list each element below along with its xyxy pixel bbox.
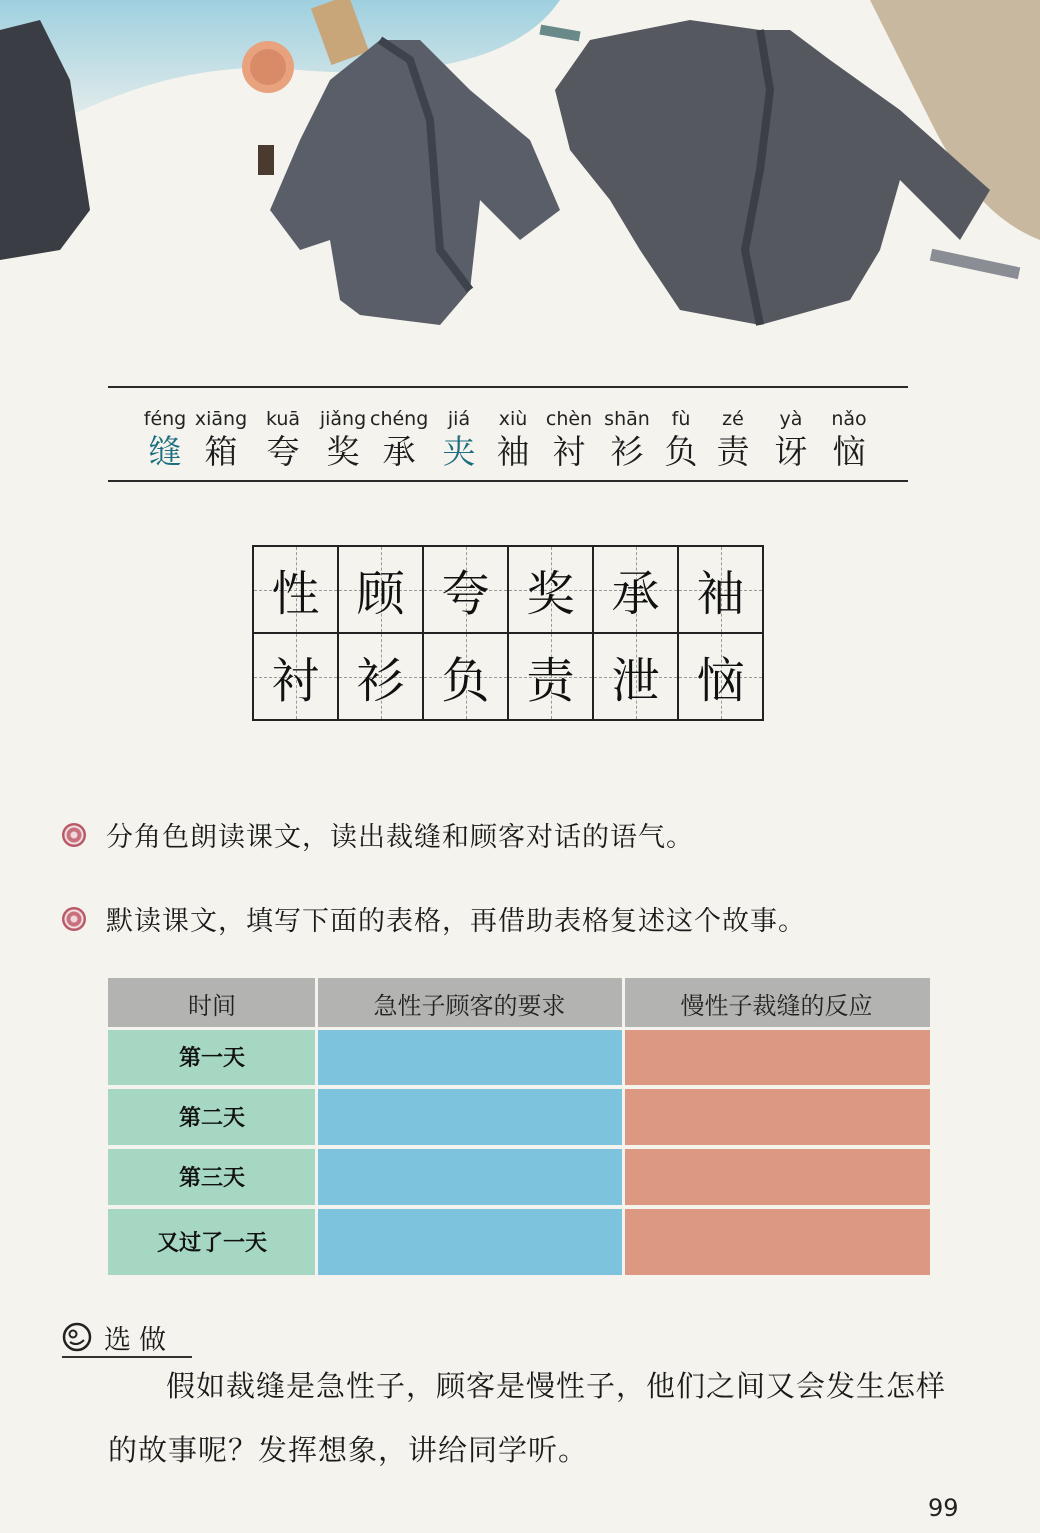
- response-cell[interactable]: [623, 1208, 930, 1275]
- hanzi: 衬: [552, 432, 586, 471]
- response-cell[interactable]: [623, 1148, 930, 1205]
- request-cell[interactable]: [316, 1028, 623, 1085]
- grid-cell: [679, 634, 764, 721]
- vocab-item: [704, 406, 762, 472]
- row-label: 第三天: [108, 1148, 316, 1205]
- pinyin: xiù: [498, 408, 528, 430]
- hanzi: 袖: [496, 432, 530, 471]
- story-table: [108, 978, 930, 1275]
- vocab-item: [136, 406, 194, 472]
- bottom-rule: [108, 480, 908, 482]
- pinyin: fù: [671, 408, 691, 430]
- row-label: 又过了一天: [108, 1208, 316, 1275]
- grid-char: 负: [441, 653, 490, 709]
- optional-prompt-line2: 的故事呢？发挥想象，讲给同学听。: [108, 1433, 589, 1467]
- pinyin: kuā: [265, 408, 301, 430]
- task-1: [62, 815, 694, 854]
- grid-cell: [594, 547, 679, 634]
- grid-char: 衬: [271, 653, 320, 709]
- vocab-item: [652, 406, 710, 472]
- grid-row: [254, 634, 764, 721]
- header-response: 慢性子裁缝的反应: [623, 978, 930, 1028]
- grid-cell: [339, 547, 424, 634]
- hanzi: 承: [382, 432, 416, 471]
- row-divider: [108, 1086, 930, 1089]
- grid-cell: [509, 547, 594, 634]
- request-cell[interactable]: [316, 1148, 623, 1205]
- row-divider: [108, 1206, 930, 1209]
- grid-char: 顾: [356, 566, 405, 622]
- vocab-item: [430, 406, 488, 472]
- hanzi: 奖: [326, 432, 360, 471]
- row-divider: [108, 1146, 930, 1149]
- grid-cell: [339, 634, 424, 721]
- grid-cell: [254, 547, 339, 634]
- hanzi: 夹: [442, 432, 476, 471]
- grid-char: 恼: [696, 653, 745, 709]
- flower-bullet-icon: [62, 823, 86, 847]
- pinyin: jiǎng: [319, 408, 367, 430]
- pinyin: jiá: [447, 408, 471, 430]
- hanzi: 恼: [832, 432, 866, 471]
- grid-char: 衫: [356, 653, 405, 709]
- grid-cell: [254, 634, 339, 721]
- pinyin: féng: [143, 408, 187, 430]
- hanzi: 箱: [204, 432, 238, 471]
- grid-cell: [594, 634, 679, 721]
- vocab-item: [192, 406, 250, 472]
- heading-underline: [62, 1356, 192, 1358]
- hanzi: 夸: [266, 432, 300, 471]
- column-divider: [315, 978, 318, 1275]
- grid-char: 责: [526, 653, 575, 709]
- optional-prompt-line1: 假如裁缝是急性子，顾客是慢性子，他们之间又会发生怎样: [166, 1369, 947, 1403]
- grid-char: 性: [271, 566, 320, 622]
- hanzi: 衫: [610, 432, 644, 471]
- flower-bullet-icon: [62, 907, 86, 931]
- top-rule: [108, 386, 908, 388]
- hanzi: 责: [716, 432, 750, 471]
- optional-label: 选做: [104, 1325, 174, 1356]
- pinyin: shān: [604, 408, 650, 430]
- column-divider: [622, 978, 625, 1275]
- vocab-item: [762, 406, 820, 472]
- request-cell[interactable]: [316, 1088, 623, 1145]
- pinyin: zé: [722, 408, 744, 430]
- pinyin: yà: [779, 408, 803, 430]
- hanzi: 讶: [774, 432, 808, 471]
- pinyin: chèn: [545, 408, 593, 430]
- pinyin: nǎo: [831, 408, 867, 430]
- header-time: 时间: [108, 978, 316, 1028]
- character-writing-grid: [252, 545, 764, 721]
- response-cell[interactable]: [623, 1088, 930, 1145]
- vocab-item: [254, 406, 312, 472]
- optional-section-heading: [62, 1318, 192, 1358]
- jackets-illustration: [0, 0, 1040, 340]
- task-text: 默读课文，填写下面的表格，再借助表格复述这个故事。: [106, 906, 806, 937]
- row-label: 第二天: [108, 1088, 316, 1145]
- grid-cell: [509, 634, 594, 721]
- grid-cell: [424, 634, 509, 721]
- page-number: 99: [928, 1494, 959, 1522]
- grid-char: 奖: [526, 566, 575, 622]
- row-divider: [108, 1027, 930, 1030]
- task-2: [62, 899, 806, 938]
- pinyin: chéng: [370, 408, 429, 430]
- pinyin: xiāng: [194, 408, 248, 430]
- task-text: 分角色朗读课文，读出裁缝和顾客对话的语气。: [106, 822, 694, 853]
- vocab-item: [484, 406, 542, 472]
- grid-char: 夸: [441, 566, 490, 622]
- response-cell[interactable]: [623, 1028, 930, 1085]
- vocabulary-strip: [108, 386, 908, 486]
- vocab-item: [314, 406, 372, 472]
- hanzi: 负: [664, 432, 698, 471]
- row-label: 第一天: [108, 1028, 316, 1085]
- grid-cell: [679, 547, 764, 634]
- header-request: 急性子顾客的要求: [316, 978, 623, 1028]
- grid-char: 承: [611, 566, 660, 622]
- grid-char: 袖: [696, 566, 745, 622]
- grid-char: 泄: [611, 653, 660, 709]
- vocab-item: [598, 406, 656, 472]
- vocab-item: [370, 406, 428, 472]
- hanzi: 缝: [148, 432, 182, 471]
- request-cell[interactable]: [316, 1208, 623, 1275]
- vocab-item: [540, 406, 598, 472]
- grid-row: [254, 547, 764, 634]
- grid-cell: [424, 547, 509, 634]
- vocab-item: [820, 406, 878, 472]
- optional-activity-icon: [62, 1322, 92, 1352]
